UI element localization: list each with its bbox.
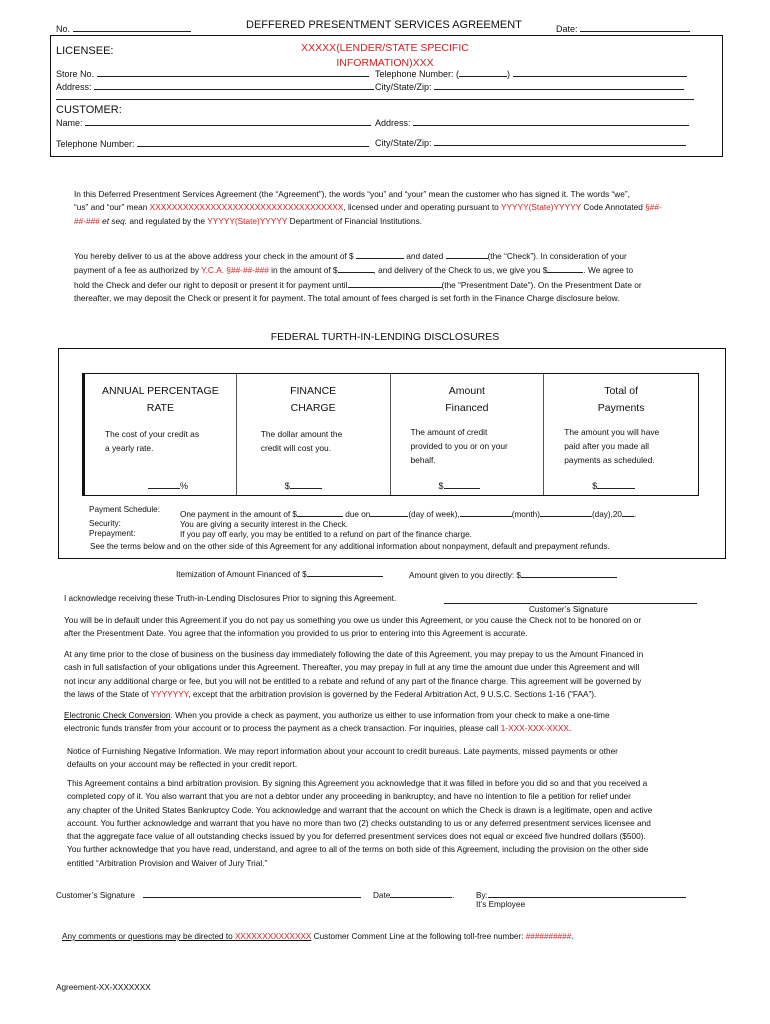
apr-line[interactable] xyxy=(148,479,180,489)
customer-address-row: Address: xyxy=(375,116,689,128)
payment-month-line[interactable] xyxy=(460,507,512,517)
licensee-heading: LICENSEE: xyxy=(56,45,114,57)
customer-telephone-line[interactable] xyxy=(137,137,369,147)
store-number-line[interactable] xyxy=(97,67,369,77)
customer-telephone-row: Telephone Number: xyxy=(56,137,369,149)
total-payments-line[interactable] xyxy=(597,479,635,489)
tila-acknowledgement: I acknowledge receiving these Truth-in-Lending Disclosures Prior to signing this Agreement. xyxy=(64,594,397,603)
agreement-number: No. xyxy=(56,22,191,34)
customer-city-line[interactable] xyxy=(434,136,686,146)
agreement-number-line[interactable] xyxy=(73,22,191,32)
tila-table xyxy=(82,373,699,496)
payment-day-line[interactable] xyxy=(540,507,592,517)
licensee-extra-line[interactable] xyxy=(56,99,694,100)
payment-amount-line[interactable] xyxy=(297,507,343,517)
licensee-telephone-line[interactable] xyxy=(513,67,687,77)
customer-address-line[interactable] xyxy=(413,116,689,126)
fee-amount-line[interactable] xyxy=(338,263,374,273)
licensee-address-line[interactable] xyxy=(94,80,374,90)
licensee-address-row: Address: xyxy=(56,80,374,92)
header-date-line[interactable] xyxy=(580,22,690,32)
employee-signature-line[interactable] xyxy=(488,888,686,898)
customer-name-line[interactable] xyxy=(85,116,371,126)
itemization-amount-line[interactable] xyxy=(307,567,383,577)
tila-total-payments-column: Total of Payments The amount you will have paid after you made all payments as scheduled. $ xyxy=(564,385,660,491)
finance-charge-line[interactable] xyxy=(290,479,322,489)
check-date-line[interactable] xyxy=(446,249,488,259)
negative-information-notice: Notice of Furnishing Negative Information. We may report information about your account to credit bureaus. Late payments, missed payments or other defaults on your account may be reflected in your credit report. xyxy=(67,746,618,770)
intro-paragraph: In this Deferred Presentment Services Agreement (the “Agreement”), the words “you” and “your” mean the customer who has signed it. The words “we”, “us” and “our” mean XXXXXXXXXXXXXXXXXXXXXXXXXXXXXXXXXXX, licensed under and operating pursuant to YYYYY(State)YYYYY Code Annotated §##- ##-### et seq. and regulated by the YYYYY(State)YYYYY Department of Financial Institutions. xyxy=(74,189,662,226)
payment-weekday-line[interactable] xyxy=(370,507,408,517)
check-amount-line[interactable] xyxy=(356,249,404,259)
document-title: DEFFERED PRESENTMENT SERVICES AGREEMENT xyxy=(246,19,522,31)
tila-amount-financed-column: Amount Financed The amount of credit provided to you or on your behalf. $ xyxy=(391,374,545,495)
ack-signature-label: Customer’s Signature xyxy=(529,605,608,614)
presentment-date-line[interactable] xyxy=(348,278,442,288)
itemization-row: Itemization of Amount Financed of $ xyxy=(176,567,383,579)
licensee-telephone-row: Telephone Number: ( ) xyxy=(375,67,687,79)
check-delivery-paragraph: You hereby deliver to us at the above address your check in the amount of $ and dated (the “Check”). In consideration of your payment of a fee as authorized by Y.C.A. §##-##-### in the amount of $ , and delivery of the Check to us, we give you $ . We agree to hold the Check and defer our right to deposit or present it for payment until (the “Presentment Date”). On the Presentment Date or thereafter, we may deposit the Check or present it for payment. The total amount of fees charged is set forth in the Finance Charge disclosure below. xyxy=(74,251,642,303)
tila-heading: FEDERAL TURTH-IN-LENDING DISCLOSURES xyxy=(270,331,500,343)
amount-given-row: Amount given to you directly: $ xyxy=(409,568,617,580)
cash-given-line[interactable] xyxy=(547,263,583,273)
licensee-city-line[interactable] xyxy=(434,80,684,90)
prepayment-paragraph: At any time prior to the close of business on the business day immediately following the date of this Agreement, you may prepay to us the Amount Financed in cash in full satisfaction of your obligations under this Agreement. Thereafter, you may prepay in full at any time the amount due under this Agreement and will not incur any additional charge or fee, but you will not be entitled to a rebate and refund of any part of the finance charge. This agreement will be governed by the laws of the State of YYYYYYY, except that the arbitration provision is governed by the Federal Arbitration Act, 9 U.S.C. Sections 1-16 (“FAA”). xyxy=(64,649,644,699)
payment-schedule-text: One payment in the amount of $ due on (day of week), (month) (day),20 . You are giving a security interest in the Check. If you pay off early, you may be entitled to a refund on part of the finance charge. xyxy=(180,507,636,540)
amount-financed-line[interactable] xyxy=(444,479,480,489)
customer-name-row: Name: xyxy=(56,116,371,128)
default-paragraph: You will be in default under this Agreement if you do not pay us something you owe us under this Agreement, or you cause the Check not to be honored on or after the Presentment Date. You agree that the information you provided to us prior to entering into this Agreement is accurate. xyxy=(64,615,642,639)
header-date: Date: xyxy=(556,22,690,34)
customer-signature-row: Customer’s Signature xyxy=(56,888,361,900)
area-code-line[interactable] xyxy=(459,67,507,77)
signature-date-line[interactable] xyxy=(390,888,452,898)
employee-label: It’s Employee xyxy=(476,900,525,909)
tila-finance-charge-column: FINANCE CHARGE The dollar amount the credit will cost you. $ xyxy=(237,374,391,495)
tila-apr-column: ANNUAL PERCENTAGE RATE The cost of your credit as a yearly rate. % xyxy=(83,374,237,495)
lender-placeholder: XXXXX(LENDER/STATE SPECIFIC INFORMATION)XXX xyxy=(301,42,469,69)
payment-schedule-labels: Payment Schedule: Security: Prepayment: xyxy=(89,505,161,538)
electronic-check-paragraph: Electronic Check Conversion. When you provide a check as payment, you authorize us either to use information from your check to make a one-time electronic funds transfer from your account or to process the payment as a check transaction. For inquiries, please call 1-XXX-XXX-XXXX. xyxy=(64,710,610,734)
store-number-row: Store No. xyxy=(56,67,369,79)
arbitration-paragraph: This Agreement contains a bind arbitration provision. By signing this Agreement you acknowledge that it was filled in before you did so and that you received a completed copy of it. You also warrant that you are not a debtor under any proceeding in bankruptcy, and have no intention to file a petition for relief under any chapter of the United States Bankruptcy Code. You acknowledge and warrant that the account on which the Check is drawn is a legitimate, open and active account. You further acknowledge and warrant that you have no more than two (2) checks outstanding to us or any deferred presentment services licensee and that the aggregate face value of all outstanding checks issued by you for deferred presentment services does not equal or exceed five hundred dollars ($500). You further acknowledge that you have read, understand, and agree to all of the terms on both side of this Agreement, including the provision on the other side entitled “Arbitration Provision and Waiver of Jury Trial.” xyxy=(67,778,653,868)
form-identifier: Agreement-XX-XXXXXXX xyxy=(56,983,151,992)
ack-signature-line[interactable] xyxy=(444,603,697,604)
payment-year-line[interactable] xyxy=(622,507,634,517)
customer-signature-line[interactable] xyxy=(143,888,361,898)
licensee-city-row: City/State/Zip: xyxy=(375,80,684,92)
see-terms-text: See the terms below and on the other side of this Agreement for any additional information about nonpayment, default and prepayment refunds. xyxy=(90,542,610,551)
customer-heading: CUSTOMER: xyxy=(56,104,122,116)
signature-date-row: Date . xyxy=(373,888,455,900)
amount-given-line[interactable] xyxy=(521,568,617,578)
customer-city-row: City/State/Zip: xyxy=(375,136,686,148)
employee-signature-row: By: xyxy=(476,888,686,900)
comments-line: Any comments or questions may be directed to XXXXXXXXXXXXXX Customer Comment Line at the following toll-free number: ##########. xyxy=(62,932,574,941)
